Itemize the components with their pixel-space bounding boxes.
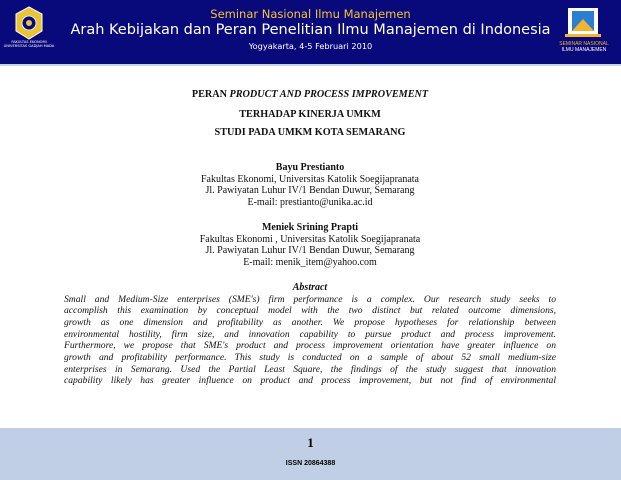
abstract-line: environmental hostility, firm size, and innovation capability to pursue product and process improvement. [64, 328, 556, 340]
seminar-name: Seminar Nasional Ilmu Manajemen [210, 7, 411, 21]
paper-title-line1 [64, 89, 556, 101]
abstract-line: accomplish this examination by conceptual model with the two distinct but related outcome dimensions, [64, 305, 556, 317]
author-affiliation: Fakultas Ekonomi , Universitas Katolik Soegijapranata [199, 233, 421, 245]
page-footer [0, 428, 621, 480]
author-block [64, 222, 556, 268]
right-logo-line2: ILMU MANAJEMEN [561, 47, 607, 53]
paper-title-line2: TERHADAP KINERJA UMKM [239, 109, 381, 120]
right-logo-line1: SEMINAR NASIONAL [559, 41, 609, 47]
abstract-line: growth as one dimension and profitability as another. We propose hypotheses for relationship between [64, 316, 556, 328]
author-email: E-mail: menik_item@yahoo.com [243, 256, 377, 268]
header-divider [0, 64, 621, 66]
issn-number: ISSN 20864388 [285, 460, 336, 467]
seminar-logo-icon [561, 6, 603, 40]
abstract-line: enterprises in Semarang. Used the Partial Least Square, the findings of the study suggest that innovation [64, 363, 556, 375]
author-name: Meniek Srining Prapti [261, 222, 359, 233]
abstract-line: capability likely has greater influence on product and process improvement, but not find of environmental [64, 375, 556, 387]
author-affiliation: Fakultas Ekonomi, Universitas Katolik Soegijapranata [200, 173, 419, 185]
title-italic-part: PRODUCT AND PROCESS IMPROVEMENT [229, 89, 429, 100]
page-number: 1 [307, 435, 314, 450]
seminar-header-banner [0, 0, 621, 64]
abstract-line: growth and profitability performance. This study is conducted on a sample of about 52 small medium-size [64, 352, 556, 364]
abstract-text [64, 294, 556, 388]
seminar-place-date: Yogyakarta, 4-5 Februari 2010 [248, 41, 373, 51]
author-block [64, 162, 556, 208]
author-name: Bayu Prestianto [275, 162, 345, 173]
abstract-heading: Abstract [292, 282, 328, 293]
author-email: E-mail: prestianto@unika.ac.id [247, 196, 373, 208]
abstract-line: Furthermore, we propose that SME's product and process improvement orientation have greater influence on [64, 340, 556, 352]
author-address: Jl. Pawiyatan Luhur IV/1 Bendan Duwur, Semarang [205, 185, 415, 196]
paper-title-line3: STUDI PADA UMKM KOTA SEMARANG [214, 127, 406, 138]
title-prefix: PERAN [191, 89, 230, 100]
left-logo-caption: FAKULTAS EKONOMI UNIVERSITAS GADJAH MADA [3, 40, 55, 49]
abstract-line: Small and Medium-Size enterprises (SME's) firm performance is a complex. Our research study seeks to [64, 293, 556, 305]
author-address: Jl. Pawiyatan Luhur IV/1 Bendan Duwur, Semarang [205, 245, 415, 256]
paper-body [64, 89, 556, 387]
seminar-theme: Arah Kebijakan dan Peran Penelitian Ilmu Manajemen di Indonesia [70, 22, 551, 38]
right-logo-caption [552, 41, 616, 53]
